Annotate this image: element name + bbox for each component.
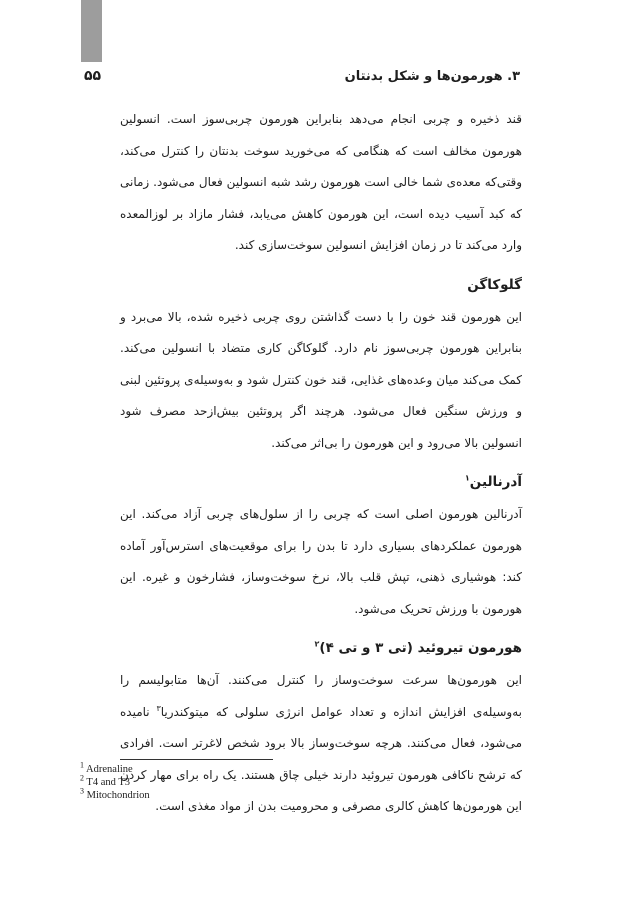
- paragraph-thyroid: [120, 665, 522, 823]
- heading-adrenaline-text: آدرنالین: [469, 474, 522, 490]
- page-edge-tab: [81, 0, 102, 62]
- footnote-mark-3: 3: [80, 786, 84, 796]
- heading-thyroid-text: هورمون تیروئید (تی ۳ و تی ۴): [319, 640, 522, 656]
- footnote-divider: [120, 759, 273, 760]
- footnote-mark-2: 2: [80, 773, 84, 783]
- paragraph-adrenaline: آدرنالین هورمون اصلی است که چربی را از سلول‌های چربی آزاد می‌کند. این هورمون عملکردهای بسیاری دارد تا بدن را برای موقعیت‌های استرس‌آور آماده کند: هوشیاری ذهنی، تپش قلب بالا، نرخ سوخت‌وساز، فشارخون و غیره. این هورمون با ورزش تحریک می‌شود.: [120, 507, 522, 616]
- footnote-1: [80, 760, 150, 776]
- footnote-text-2: T4 and T3: [84, 777, 130, 788]
- footnote-ref-3: ۳: [156, 703, 161, 713]
- chapter-title: ۳. هورمون‌ها و شکل بدنتان: [344, 68, 520, 84]
- paragraph-thyroid-part-b: نامیده می‌شود، فعال می‌کنند. هرچه سوخت‌وساز بالا برود شخص لاغرتر است. افرادی که ترشح ناکافی هورمون تیروئید دارند خیلی چاق هستند. یک راه برای مهار کردن این هورمون‌ها کاهش کالری مصرفی و محرومیت بدن از مواد مغذی است.: [120, 704, 522, 813]
- footnote-ref-1: ۱: [464, 473, 470, 483]
- footnote-mark-1: 1: [80, 760, 84, 770]
- heading-thyroid: [120, 633, 522, 663]
- page-body: [120, 104, 522, 831]
- page-number: ۵۵: [84, 68, 102, 84]
- page-header: [84, 64, 520, 88]
- paragraph-intro: قند ذخیره و چربی انجام می‌دهد بنابراین هورمون چربی‌سوز است. انسولین هورمون مخالف است که هنگامی که می‌خورید سوخت بدنتان را کنترل می‌کند، وقتی‌که معده‌ی شما خالی است هورمون رشد شبه انسولین فعال می‌شود. زمانی که کبد آسیب دیده است، این هورمون کاهش می‌یابد، فشار مازاد بر لوزالمعده وارد می‌کند تا در زمان افزایش انسولین سوخت‌سازی کند.: [120, 112, 522, 252]
- footnote-ref-2: ۲: [314, 639, 320, 649]
- heading-adrenaline: [120, 467, 522, 497]
- heading-glucagon: گلوکاگن: [467, 276, 522, 293]
- paragraph-thyroid-part-a: این هورمون‌ها سرعت سوخت‌وساز را کنترل می‌کنند. آن‌ها متابولیسم را به‌وسیله‌ی افزایش اندازه و تعداد عوامل انرژی سلولی که میتوکندریا: [120, 673, 522, 719]
- footnote-3: [80, 786, 150, 802]
- paragraph-glucagon: این هورمون قند خون را با دست گذاشتن روی چربی ذخیره شده، بالا می‌برد و بنابراین هورمون چربی‌سوز نام دارد. گلوکاگن کاری متضاد با انسولین می‌کند. کمک می‌کند میان وعده‌های غذایی، قند خون کنترل شود و به‌وسیله‌ی پروتئین لبنی و ورزش سنگین فعال می‌شود. هرچند اگر پروتئین بیش‌ازحد مصرف شود انسولین بالا می‌رود و این هورمون را بی‌اثر می‌کند.: [120, 309, 522, 450]
- footnotes: [80, 760, 150, 802]
- footnote-text-3: Mitochondrion: [84, 790, 150, 801]
- footnote-2: [80, 773, 150, 789]
- footnote-text-1: Adrenaline: [84, 764, 133, 775]
